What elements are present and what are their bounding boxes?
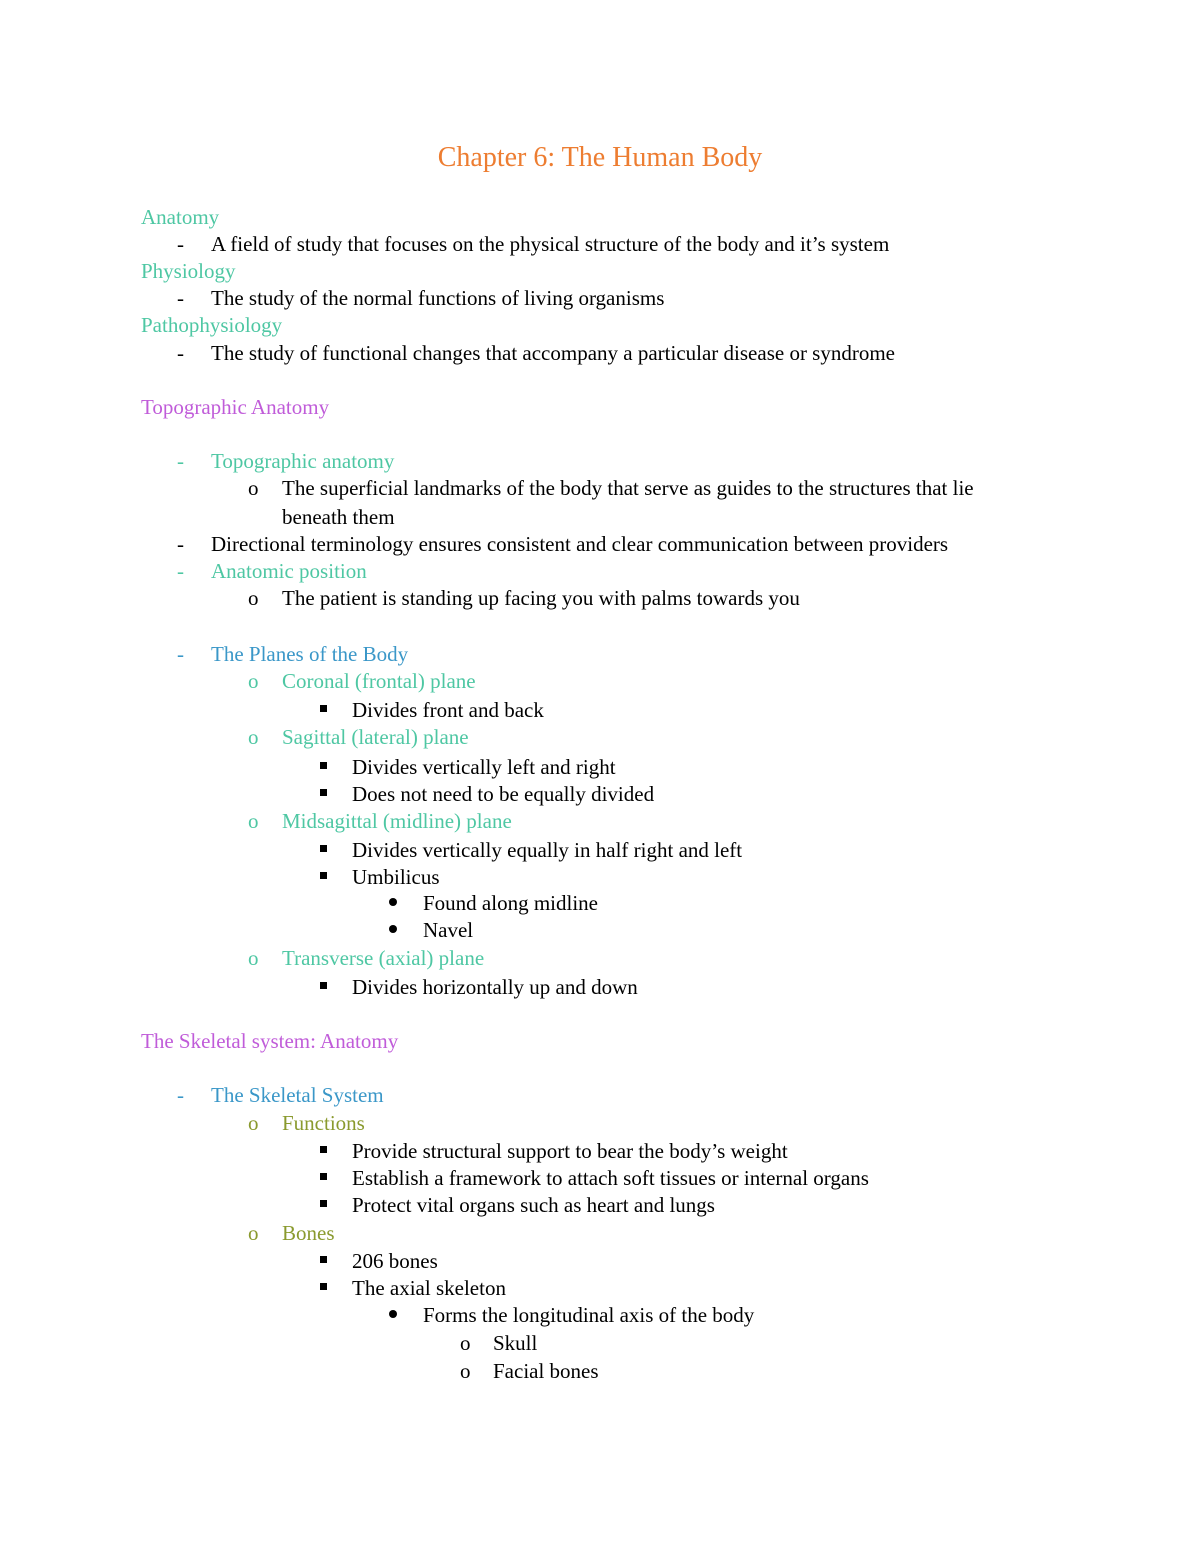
bones-detail-2: The axial skeleton — [352, 1276, 506, 1300]
square-bullet — [320, 1256, 327, 1263]
dash-bullet: - — [177, 559, 184, 583]
term-coronal-plane: Coronal (frontal) plane — [282, 669, 476, 693]
square-bullet — [320, 982, 327, 989]
umbilicus-detail-1: Found along midline — [423, 891, 598, 915]
circle-bullet: o — [248, 586, 259, 610]
dash-bullet: - — [177, 286, 184, 310]
term-transverse-plane: Transverse (axial) plane — [282, 946, 485, 970]
axial-detail-skull: Skull — [493, 1331, 538, 1355]
subsection-planes-of-body: The Planes of the Body — [211, 642, 409, 666]
circle-bullet: o — [248, 476, 259, 500]
circle-bullet: o — [248, 669, 259, 693]
term-anatomic-position: Anatomic position — [211, 559, 367, 583]
page-title: Chapter 6: The Human Body — [437, 142, 763, 173]
square-bullet — [320, 872, 327, 879]
midsagittal-detail-2: Umbilicus — [352, 865, 440, 889]
coronal-detail-1: Divides front and back — [352, 698, 544, 722]
directional-terminology: Directional terminology ensures consistent and clear communication between providers — [211, 532, 949, 556]
square-bullet — [320, 705, 327, 712]
bones-detail-1: 206 bones — [352, 1249, 438, 1273]
anatomy-definition: A field of study that focuses on the physical structure of the body and it’s system — [211, 232, 890, 256]
dash-bullet: - — [177, 449, 184, 473]
round-bullet — [389, 925, 397, 933]
circle-bullet: o — [460, 1359, 471, 1383]
physiology-definition: The study of the normal functions of living organisms — [211, 286, 665, 310]
circle-bullet: o — [248, 1221, 259, 1245]
section-topographic-anatomy: Topographic Anatomy — [141, 395, 330, 419]
subsection-skeletal-system: The Skeletal System — [211, 1083, 384, 1107]
square-bullet — [320, 789, 327, 796]
square-bullet — [320, 1146, 327, 1153]
functions-detail-1: Provide structural support to bear the body’s weight — [352, 1139, 788, 1163]
axial-detail-1: Forms the longitudinal axis of the body — [423, 1303, 755, 1327]
square-bullet — [320, 845, 327, 852]
term-sagittal-plane: Sagittal (lateral) plane — [282, 725, 469, 749]
term-bones: Bones — [282, 1221, 335, 1245]
round-bullet — [389, 898, 397, 906]
term-physiology: Physiology — [141, 259, 236, 283]
circle-bullet: o — [248, 1111, 259, 1135]
sagittal-detail-1: Divides vertically left and right — [352, 755, 616, 779]
functions-detail-3: Protect vital organs such as heart and lungs — [352, 1193, 715, 1217]
dash-bullet: - — [177, 232, 184, 256]
topographic-definition-line2: beneath them — [282, 505, 395, 529]
dash-bullet: - — [177, 1083, 184, 1107]
term-functions: Functions — [282, 1111, 365, 1135]
axial-detail-facial-bones: Facial bones — [493, 1359, 599, 1383]
circle-bullet: o — [460, 1331, 471, 1355]
term-pathophysiology: Pathophysiology — [141, 313, 283, 337]
dash-bullet: - — [177, 642, 184, 666]
dash-bullet: - — [177, 532, 184, 556]
square-bullet — [320, 1173, 327, 1180]
circle-bullet: o — [248, 725, 259, 749]
square-bullet — [320, 1200, 327, 1207]
midsagittal-detail-1: Divides vertically equally in half right and left — [352, 838, 743, 862]
term-anatomy: Anatomy — [141, 205, 220, 229]
topographic-definition-line1: The superficial landmarks of the body that serve as guides to the structures that lie — [282, 476, 974, 500]
sagittal-detail-2: Does not need to be equally divided — [352, 782, 655, 806]
square-bullet — [320, 1283, 327, 1290]
pathophysiology-definition: The study of functional changes that accompany a particular disease or syndrome — [211, 341, 896, 365]
round-bullet — [389, 1310, 397, 1318]
anatomic-position-definition: The patient is standing up facing you with palms towards you — [282, 586, 800, 610]
term-midsagittal-plane: Midsagittal (midline) plane — [282, 809, 512, 833]
square-bullet — [320, 762, 327, 769]
dash-bullet: - — [177, 341, 184, 365]
circle-bullet: o — [248, 809, 259, 833]
section-skeletal-system: The Skeletal system: Anatomy — [141, 1029, 399, 1053]
circle-bullet: o — [248, 946, 259, 970]
term-topographic-anatomy: Topographic anatomy — [211, 449, 395, 473]
transverse-detail-1: Divides horizontally up and down — [352, 975, 638, 999]
umbilicus-detail-2: Navel — [423, 918, 474, 942]
functions-detail-2: Establish a framework to attach soft tissues or internal organs — [352, 1166, 869, 1190]
